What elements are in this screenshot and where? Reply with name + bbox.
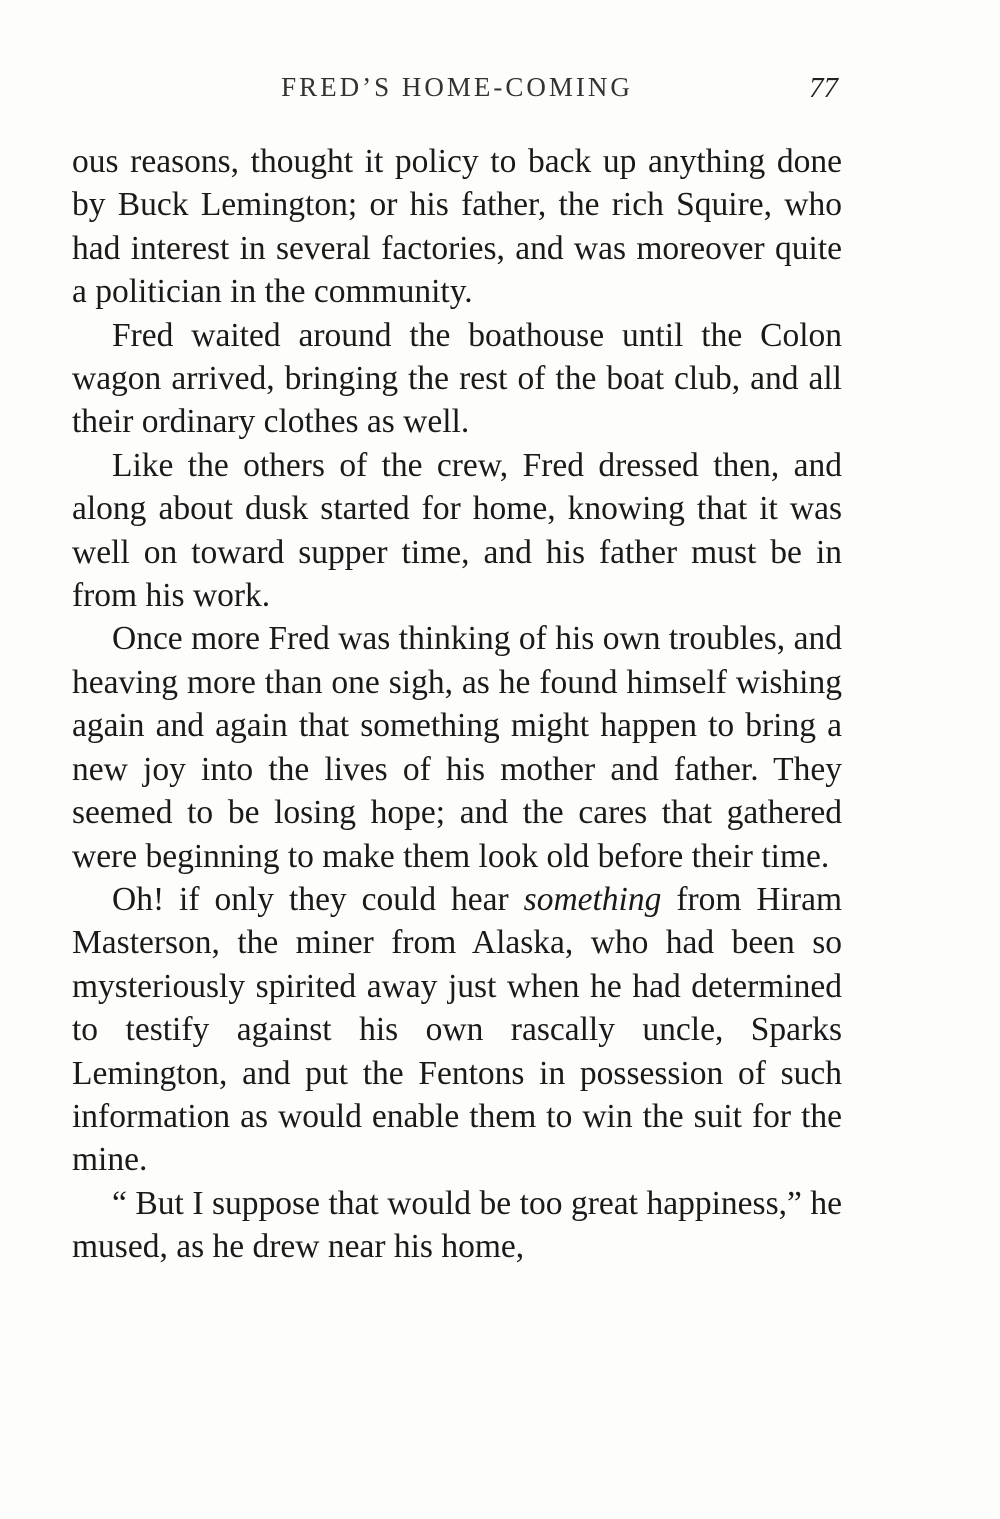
- paragraph-2: Fred waited around the boathouse until the Colon wagon arrived, bringing the rest of the boat club, and all their ordinary clothes as well.: [72, 316, 842, 441]
- paragraph-6: “ But I suppose that would be too great happiness,” he mused, as he drew near his home,: [72, 1184, 842, 1266]
- paragraph-5-lead: Oh! if only they could hear: [112, 880, 524, 918]
- paragraph-5: [72, 878, 842, 1182]
- running-header: [72, 72, 842, 120]
- paragraph-5-rest: from Hiram Masterson, the miner from Alaska, who had been so mysteriously spirited away just when he had determined to testify against his own rascally uncle, Sparks Lemington, and put the Fentons in possession of such information as would enable them to win the suit for the mine.: [72, 880, 843, 1179]
- running-title: FRED’S HOME-COMING: [281, 72, 633, 102]
- emphasized-word: something: [523, 880, 662, 918]
- paragraph-4: Once more Fred was thinking of his own troubles, and heaving more than one sigh, as he found himself wishing again and again that something might happen to bring a new joy into the lives of his mother and father. They seemed to be losing hope; and the cares that gathered were beginning to make them look old before their time.: [72, 620, 842, 875]
- body-text: [72, 140, 842, 1269]
- paragraph-3: Like the others of the crew, Fred dressed then, and along about dusk started for home, knowing that it was well on toward supper time, and his father must be in from his work.: [72, 446, 842, 615]
- page-number: 77: [809, 72, 838, 104]
- paragraph-1: ous reasons, thought it policy to back up anything done by Buck Lemington; or his father, the rich Squire, who had interest in several factories, and was moreover quite a politician in the community.: [72, 143, 842, 311]
